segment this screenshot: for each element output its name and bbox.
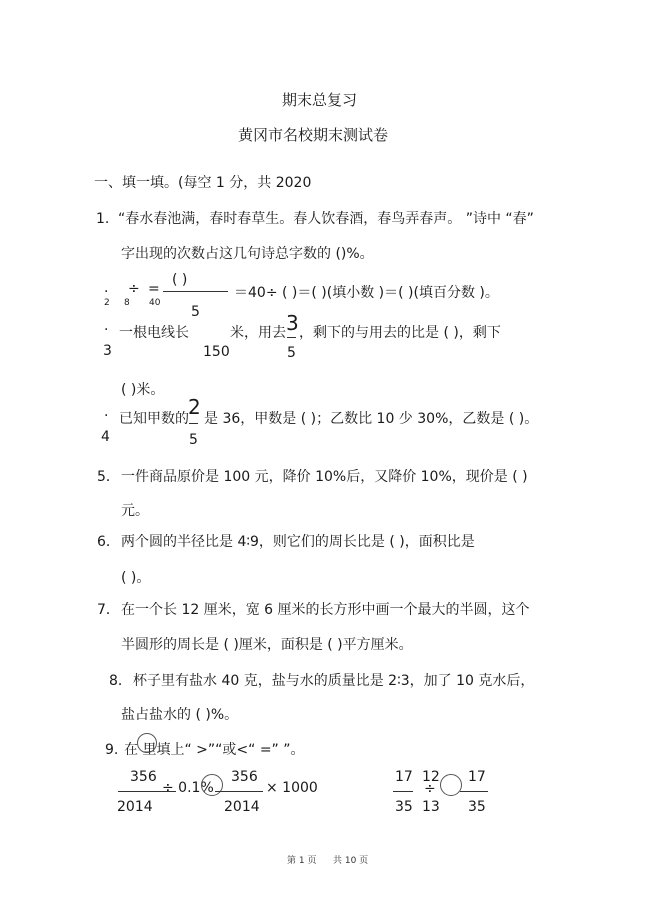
q2-dot: . bbox=[104, 280, 109, 296]
q4-text2: 是 36，甲数是 ( )；乙数比 10 少 30%，乙数是 ( )。 bbox=[204, 411, 539, 427]
q2-equals: = bbox=[148, 281, 160, 297]
q3-length: 150 bbox=[203, 344, 230, 360]
q3-text1: 一根电线长 bbox=[119, 325, 189, 341]
q2-divide: ÷ bbox=[128, 281, 140, 297]
q7-number: 7． bbox=[97, 602, 120, 618]
q4-text1: 已知甲数的 bbox=[119, 411, 189, 427]
q6-line2: ( )。 bbox=[121, 570, 151, 586]
q3-dot: . bbox=[104, 318, 109, 334]
page-subtitle: 黄冈市名校期末测试卷 bbox=[238, 126, 389, 144]
q9c-f3-denominator: 35 bbox=[468, 799, 486, 815]
q9c-f1-bar bbox=[393, 791, 413, 792]
q9-sample-circle bbox=[137, 733, 157, 753]
q3-text3: ，剩下的与用去的比是 ( )，剩下 bbox=[299, 325, 501, 341]
q9c-answer-circle[interactable] bbox=[440, 774, 462, 796]
q9a-denominator: 2014 bbox=[117, 799, 153, 815]
q3-fraction-denominator: 5 bbox=[287, 345, 296, 361]
q8-line1: 杯子里有盐水 40 克，盐与水的质量比是 2∶3，加了 10 克水后， bbox=[133, 673, 535, 689]
q9c-f3-numerator: 17 bbox=[468, 769, 486, 785]
q2-eight: 8 bbox=[124, 298, 130, 308]
q5-line1: 一件商品原价是 100 元，降价 10%后，又降价 10%，现价是 ( ) bbox=[121, 469, 528, 485]
q4-fraction-bar bbox=[189, 423, 198, 424]
q1-line2: 字出现的次数占这几句诗总字数的 ()%。 bbox=[121, 246, 374, 262]
q3-text2: 米，用去 bbox=[230, 325, 286, 341]
q9c-f3-bar bbox=[460, 791, 488, 792]
q8-line2: 盐占盐水的 ( )%。 bbox=[121, 707, 239, 723]
q9a-operator: ÷ 0.1% bbox=[162, 780, 214, 796]
footer-page-number: 第 1 页 bbox=[287, 856, 317, 866]
q2-forty: 40 bbox=[149, 298, 161, 308]
q3-fraction-bar bbox=[287, 337, 296, 338]
q9c-f1-numerator: 17 bbox=[395, 769, 413, 785]
q4-dot: . bbox=[104, 404, 109, 420]
section-heading: 一、填一填。(每空 1 分，共 2020 bbox=[94, 175, 312, 191]
q9b-numerator: 356 bbox=[231, 769, 258, 785]
q7-line1: 在一个长 12 厘米，宽 6 厘米的长方形中画一个最大的半圆，这个 bbox=[121, 602, 530, 618]
q5-number: 5． bbox=[97, 469, 120, 485]
q9c-f1-denominator: 35 bbox=[395, 799, 413, 815]
q9b-operator: × 1000 bbox=[266, 780, 318, 796]
q2-rest: ＝40÷ ( )＝( )(填小数 )＝( )(填百分数 )。 bbox=[234, 285, 499, 301]
q6-number: 6． bbox=[97, 534, 120, 550]
q1-number: 1. bbox=[96, 211, 110, 227]
q3-fraction-numerator: 3 bbox=[286, 311, 299, 335]
q4-number: 4 bbox=[101, 429, 110, 445]
q9b-fraction-bar bbox=[215, 791, 263, 792]
q8-number: 8． bbox=[109, 673, 132, 689]
q2-fraction-numerator: ( ) bbox=[172, 272, 188, 288]
q6-line1: 两个圆的半径比是 4∶9，则它们的周长比是 ( )，面积比是 bbox=[121, 534, 475, 550]
q2-fraction-bar bbox=[163, 291, 228, 292]
q7-line2: 半圆形的周长是 ( )厘米，面积是 ( )平方厘米。 bbox=[121, 637, 413, 653]
q9c-f2-numerator: 12 bbox=[422, 769, 440, 785]
q3-number: 3 bbox=[103, 343, 112, 359]
footer-total-pages: 共 10 页 bbox=[333, 856, 369, 866]
page-title: 期末总复习 bbox=[282, 91, 358, 109]
q1-line1: “春水春池满，春时春草生。春人饮春酒，春鸟弄春声。 ”诗中 “春” bbox=[118, 211, 534, 227]
q9a-numerator: 356 bbox=[130, 769, 157, 785]
q9b-denominator: 2014 bbox=[224, 799, 260, 815]
q9a-answer-circle[interactable] bbox=[201, 774, 223, 796]
q4-fraction-denominator: 5 bbox=[189, 432, 198, 448]
q4-fraction-numerator: 2 bbox=[188, 395, 201, 419]
q2-fraction-denominator: 5 bbox=[191, 304, 200, 320]
q3-line2: ( )米。 bbox=[121, 382, 165, 398]
q2-number: 2 bbox=[104, 298, 110, 308]
q9c-divide: ÷ bbox=[424, 781, 436, 797]
q9-instruction: 在 里填上“ >”“或<“ =” ”。 bbox=[124, 742, 305, 758]
q9-number: 9. bbox=[105, 742, 119, 758]
q9c-f2-denominator: 13 bbox=[422, 799, 440, 815]
q5-line2: 元。 bbox=[121, 503, 149, 519]
